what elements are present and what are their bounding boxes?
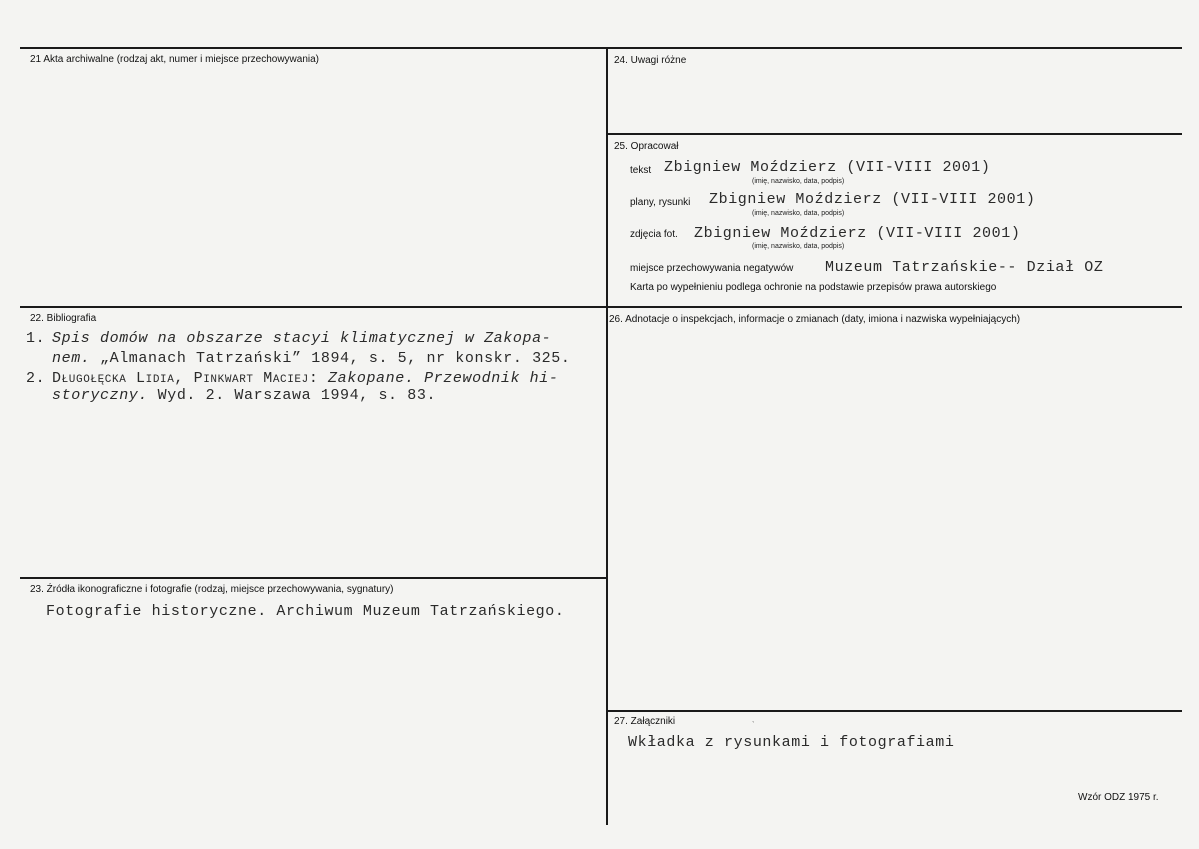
bibliography-item-2-source: Wyd. 2. Warszawa 1994, s. 83.	[148, 387, 437, 404]
tekst-value: Zbigniew Moździerz (VII-VIII 2001)	[664, 159, 991, 176]
negatywy-label: miejsce przechowywania negatywów	[630, 263, 794, 274]
tekst-caption: (imię, nazwisko, data, podpis)	[752, 178, 845, 185]
bibliography-item-1-title-end: nem.	[52, 350, 91, 367]
plany-value: Zbigniew Moździerz (VII-VIII 2001)	[709, 191, 1036, 208]
center-divider	[606, 47, 608, 825]
section-26-label: 26. Adnotacje o inspekcjach, informacje o zmianach (daty, imiona i nazwiska wypełniających)	[609, 314, 1021, 325]
section-23-value: Fotografie historyczne. Archiwum Muzeum Tatrzańskiego.	[46, 603, 565, 620]
section-21-label: 21 Akta archiwalne (rodzaj akt, numer i miejsce przechowywania)	[30, 54, 320, 65]
zdjecia-label: zdjęcia fot.	[630, 229, 678, 240]
bibliography-item-2-number: 2.	[26, 370, 46, 387]
section-25-label: 25. Opracował	[614, 141, 679, 152]
section-27-value: Wkładka z rysunkami i fotografiami	[628, 734, 955, 751]
top-rule	[20, 47, 1182, 49]
section-24-label: 24. Uwagi różne	[614, 55, 687, 66]
rule-25-26	[606, 306, 1182, 308]
bibliography-item-2-authors: Długołęcka Lidia, Pinkwart Maciej:	[52, 370, 319, 387]
rule-22-23	[20, 577, 608, 579]
plany-label: plany, rysunki	[630, 197, 691, 208]
stray-mark: ˎ	[752, 714, 755, 723]
bibliography-item-2-title: Zakopane. Przewodnik hi-	[318, 370, 559, 387]
zdjecia-value: Zbigniew Moździerz (VII-VIII 2001)	[694, 225, 1021, 242]
rule-21-22	[20, 306, 608, 308]
plany-caption: (imię, nazwisko, data, podpis)	[752, 210, 845, 217]
bibliography-item-2-line-1	[52, 370, 559, 387]
section-27-label: 27. Załączniki	[614, 716, 676, 727]
bibliography-item-1-line-2	[52, 350, 570, 367]
rule-24-25	[606, 133, 1182, 135]
tekst-label: tekst	[630, 165, 652, 176]
section-23-label: 23. Źródła ikonograficzne i fotografie (rodzaj, miejsce przechowywania, sygnatury)	[30, 584, 394, 595]
form-version-footer: Wzór ODZ 1975 r.	[1078, 792, 1159, 803]
bibliography-item-1-number: 1.	[26, 330, 46, 347]
copyright-note: Karta po wypełnieniu podlega ochronie na podstawie przepisów prawa autorskiego	[630, 282, 997, 293]
negatywy-value: Muzeum Tatrzańskie-- Dział OZ	[825, 259, 1104, 276]
bibliography-item-1-line-1: Spis domów na obszarze stacyi klimatycznej w Zakopa-	[52, 330, 552, 347]
bibliography-item-2-title-end: storyczny.	[52, 387, 149, 404]
bibliography-item-1-source: „Almanach Tatrzański” 1894, s. 5, nr konskr. 325.	[90, 350, 571, 367]
zdjecia-caption: (imię, nazwisko, data, podpis)	[752, 243, 845, 250]
rule-26-27	[606, 710, 1182, 712]
section-22-label: 22. Bibliografia	[30, 313, 97, 324]
bibliography-item-2-line-2	[52, 387, 436, 404]
